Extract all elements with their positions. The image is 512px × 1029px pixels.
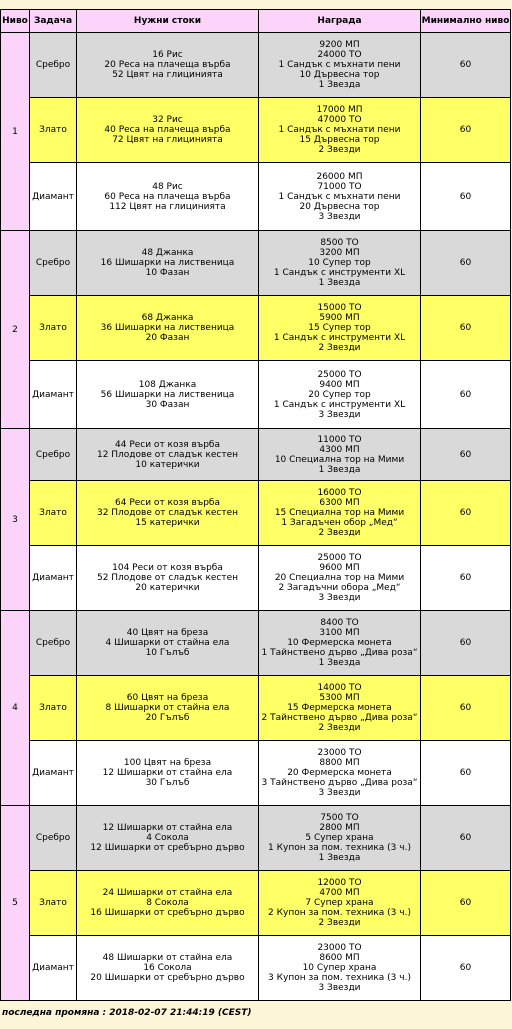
level-cell: 3 (1, 429, 30, 611)
goods-line: 24 Шишарки от стайна ела (102, 888, 233, 898)
reward-line: 7 Супер храна (305, 898, 374, 908)
reward-line: 3 Купон за пом. техника (3 ч.) (268, 973, 411, 983)
reward-line: 1 Сандък с инструменти XL (273, 333, 406, 343)
reward-line: 3 Звезди (318, 211, 361, 222)
min-level-cell: 60 (421, 361, 511, 429)
task-cell: Диамант (30, 936, 77, 1001)
header-task: Задача (30, 10, 77, 33)
goods-line: 12 Шишарки от сребърно дърво (90, 843, 245, 853)
reward-line: 2 Звезди (318, 343, 361, 353)
reward-line: 9600 МП (319, 563, 360, 573)
min-level-cell: 60 (421, 676, 511, 741)
goods-cell (77, 163, 259, 231)
reward-line: 71000 ТО (317, 181, 362, 192)
reward-line: 4300 МП (319, 444, 360, 455)
reward-line: 8500 ТО (320, 238, 359, 248)
reward-line: 2800 МП (319, 823, 360, 833)
reward-line: 5900 МП (319, 313, 360, 323)
reward-cell (259, 481, 421, 546)
min-level-cell: 60 (421, 429, 511, 481)
reward-cell (259, 296, 421, 361)
goods-line: 104 Реси от козя върба (112, 563, 223, 573)
task-cell: Злато (30, 481, 77, 546)
task-cell: Сребро (30, 611, 77, 676)
table-row (1, 741, 511, 806)
goods-line: 16 Рис (152, 50, 183, 60)
goods-line: 52 Цвят на глицинията (112, 70, 223, 80)
goods-line: 44 Реси от козя върба (115, 439, 220, 450)
goods-line: 10 Гълъб (145, 648, 190, 658)
level-cell: 1 (1, 33, 30, 231)
reward-line: 16000 ТО (317, 488, 362, 498)
reward-cell (259, 676, 421, 741)
goods-cell (77, 429, 259, 481)
goods-cell (77, 806, 259, 871)
reward-line: 3 Тайнствено дърво „Дива роза“ (261, 778, 418, 788)
reward-line: 8600 МП (319, 953, 360, 963)
reward-line: 8800 МП (319, 758, 360, 768)
table-row (1, 481, 511, 546)
quest-table (0, 9, 511, 1001)
reward-line: 20 Специална тор на Мими (274, 573, 405, 583)
goods-line: 20 катерички (135, 583, 200, 593)
goods-cell (77, 33, 259, 98)
min-level-cell: 60 (421, 871, 511, 936)
goods-line: 20 Гълъб (145, 713, 190, 723)
reward-line: 25000 ТО (317, 553, 362, 563)
reward-line: 7500 ТО (320, 813, 359, 823)
min-level-cell: 60 (421, 806, 511, 871)
task-cell: Диамант (30, 546, 77, 611)
goods-line: 12 Шишарки от стайна ела (102, 768, 233, 778)
task-cell: Сребро (30, 806, 77, 871)
reward-cell (259, 806, 421, 871)
goods-line: 20 Фазан (145, 333, 190, 343)
reward-cell (259, 231, 421, 296)
task-cell: Диамант (30, 361, 77, 429)
level-cell: 5 (1, 806, 30, 1001)
goods-line: 10 катерички (135, 459, 200, 470)
goods-cell (77, 231, 259, 296)
task-cell: Сребро (30, 429, 77, 481)
reward-line: 3100 МП (319, 628, 360, 638)
table-row (1, 871, 511, 936)
reward-line: 1 Сандък с инструменти XL (273, 268, 406, 278)
goods-line: 8 Сокола (146, 898, 189, 908)
goods-line: 4 Шишарки от стайна ела (105, 638, 230, 648)
goods-line: 108 Джанка (138, 379, 197, 390)
reward-cell (259, 546, 421, 611)
goods-cell (77, 481, 259, 546)
reward-line: 20 Супер тор (308, 389, 371, 400)
reward-line: 26000 МП (316, 171, 363, 182)
reward-line: 14000 ТО (317, 683, 362, 693)
min-level-cell: 60 (421, 33, 511, 98)
reward-line: 10 Специална тор на Мими (274, 454, 405, 465)
header-reward: Награда (259, 10, 421, 33)
goods-line: 12 Шишарки от стайна ела (102, 823, 233, 833)
reward-line: 9200 МП (319, 40, 360, 50)
min-level-cell: 60 (421, 231, 511, 296)
reward-line: 3 Звезди (318, 593, 361, 603)
reward-line: 20 Дървесна тор (299, 201, 380, 212)
reward-line: 12000 ТО (317, 878, 362, 888)
task-cell: Диамант (30, 163, 77, 231)
reward-line: 1 Звезда (318, 278, 361, 288)
reward-line: 2 Звезди (318, 723, 361, 733)
goods-line: 48 Джанка (141, 248, 194, 258)
reward-line: 5 Супер храна (305, 833, 374, 843)
goods-line: 12 Плодове от сладък кестен (96, 449, 239, 460)
reward-line: 1 Сандък с инструменти XL (273, 399, 406, 410)
table-row (1, 98, 511, 163)
task-cell: Злато (30, 296, 77, 361)
reward-line: 1 Звезда (318, 853, 361, 863)
min-level-cell: 60 (421, 163, 511, 231)
goods-cell (77, 871, 259, 936)
table-row (1, 676, 511, 741)
table-row (1, 611, 511, 676)
reward-line: 3 Звезди (318, 788, 361, 798)
min-level-cell: 60 (421, 936, 511, 1001)
goods-line: 40 Цвят на бреза (126, 628, 209, 638)
reward-line: 2 Звезди (318, 918, 361, 928)
table-row (1, 231, 511, 296)
goods-line: 68 Джанка (141, 313, 194, 323)
goods-cell (77, 676, 259, 741)
min-level-cell: 60 (421, 296, 511, 361)
goods-line: 40 Реса на плачеща върба (104, 125, 231, 135)
goods-line: 20 Реса на плачеща върба (104, 60, 231, 70)
reward-line: 2 Купон за пом. техника (3 ч.) (268, 908, 411, 918)
reward-line: 1 Купон за пом. техника (3 ч.) (268, 843, 411, 853)
reward-line: 23000 ТО (317, 748, 362, 758)
goods-line: 4 Сокола (146, 833, 189, 843)
reward-line: 1 Звезда (318, 658, 361, 668)
reward-line: 23000 ТО (317, 943, 362, 953)
header-min-level: Минимално ниво (421, 10, 511, 33)
reward-line: 1 Загадъчен обор „Мед“ (281, 518, 398, 528)
goods-line: 60 Реса на плачеща върба (104, 191, 231, 202)
reward-cell (259, 361, 421, 429)
goods-line: 10 Фазан (145, 268, 190, 278)
goods-line: 32 Плодове от сладък кестен (96, 508, 239, 518)
goods-line: 16 Шишарки от сребърно дърво (90, 908, 245, 918)
table-row (1, 429, 511, 481)
reward-line: 20 Фермерска монета (287, 768, 392, 778)
header-level: Ниво (1, 10, 30, 33)
reward-line: 2 Загадъчни обора „Мед“ (278, 583, 401, 593)
reward-line: 6300 МП (319, 498, 360, 508)
reward-line: 4700 МП (319, 888, 360, 898)
reward-cell (259, 429, 421, 481)
task-cell: Диамант (30, 741, 77, 806)
table-row (1, 33, 511, 98)
goods-line: 30 Фазан (145, 399, 190, 410)
table-row (1, 546, 511, 611)
reward-line: 1 Сандък с мъхнати пени (278, 60, 401, 70)
table-row (1, 163, 511, 231)
reward-line: 17000 МП (316, 105, 363, 115)
reward-cell (259, 741, 421, 806)
reward-line: 15 Фермерска монета (287, 703, 392, 713)
goods-line: 60 Цвят на бреза (126, 693, 209, 703)
reward-line: 1 Звезда (318, 80, 361, 90)
goods-cell (77, 361, 259, 429)
header-row (1, 10, 511, 33)
min-level-cell: 60 (421, 611, 511, 676)
goods-cell (77, 546, 259, 611)
table-row (1, 296, 511, 361)
reward-cell (259, 98, 421, 163)
reward-line: 15 Дървесна тор (299, 135, 380, 145)
goods-line: 30 Гълъб (145, 778, 190, 788)
reward-line: 1 Сандък с мъхнати пени (278, 125, 401, 135)
min-level-cell: 60 (421, 481, 511, 546)
reward-line: 15000 ТО (317, 303, 362, 313)
reward-line: 3200 МП (319, 248, 360, 258)
task-cell: Сребро (30, 231, 77, 296)
reward-line: 47000 ТО (317, 115, 362, 125)
reward-line: 1 Сандък с мъхнати пени (278, 191, 401, 202)
task-cell: Злато (30, 98, 77, 163)
level-cell: 4 (1, 611, 30, 806)
goods-line: 15 катерички (135, 518, 200, 528)
reward-line: 5300 МП (319, 693, 360, 703)
min-level-cell: 60 (421, 546, 511, 611)
reward-line: 24000 ТО (317, 50, 362, 60)
reward-cell (259, 936, 421, 1001)
goods-cell (77, 98, 259, 163)
goods-line: 32 Рис (152, 115, 183, 125)
reward-line: 2 Звезди (318, 145, 361, 155)
goods-line: 64 Реси от козя върба (115, 498, 220, 508)
reward-line: 3 Звезди (318, 983, 361, 993)
goods-line: 16 Шишарки на лиственица (100, 258, 235, 268)
reward-cell (259, 611, 421, 676)
goods-line: 36 Шишарки на лиственица (100, 323, 235, 333)
goods-cell (77, 611, 259, 676)
reward-line: 2 Тайнствено дърво „Дива роза“ (261, 713, 418, 723)
reward-line: 25000 ТО (317, 369, 362, 380)
goods-cell (77, 741, 259, 806)
goods-line: 48 Шишарки от стайна ела (102, 953, 233, 963)
reward-line: 8400 ТО (320, 618, 359, 628)
reward-cell (259, 871, 421, 936)
task-cell: Злато (30, 676, 77, 741)
goods-line: 48 Рис (152, 181, 183, 192)
level-cell: 2 (1, 231, 30, 429)
task-cell: Сребро (30, 33, 77, 98)
reward-line: 10 Супер храна (302, 963, 377, 973)
reward-line: 15 Супер тор (308, 323, 371, 333)
reward-line: 1 Тайнствено дърво „Дива роза“ (261, 648, 418, 658)
goods-line: 72 Цвят на глицинията (112, 135, 223, 145)
reward-cell (259, 163, 421, 231)
reward-line: 2 Звезди (318, 528, 361, 538)
table-row (1, 936, 511, 1001)
last-modified: последна промяна : 2018-02-07 21:44:19 (CEST) (2, 1008, 252, 1018)
table-row (1, 806, 511, 871)
min-level-cell: 60 (421, 98, 511, 163)
reward-line: 11000 ТО (317, 434, 362, 445)
reward-line: 9400 МП (319, 379, 360, 390)
reward-line: 15 Специална тор на Мими (274, 508, 405, 518)
reward-line: 10 Супер тор (308, 258, 371, 268)
task-cell: Злато (30, 871, 77, 936)
table-row (1, 361, 511, 429)
reward-line: 3 Звезди (318, 409, 361, 420)
goods-cell (77, 936, 259, 1001)
min-level-cell: 60 (421, 741, 511, 806)
goods-line: 16 Сокола (143, 963, 192, 973)
reward-line: 10 Фермерска монета (287, 638, 392, 648)
goods-line: 20 Шишарки от сребърно дърво (90, 973, 245, 983)
goods-line: 112 Цвят на глицинията (109, 201, 226, 212)
reward-cell (259, 33, 421, 98)
goods-line: 52 Плодове от сладък кестен (96, 573, 239, 583)
reward-line: 10 Дървесна тор (299, 70, 380, 80)
goods-line: 56 Шишарки на лиственица (100, 389, 235, 400)
goods-line: 100 Цвят на бреза (123, 758, 212, 768)
goods-cell (77, 296, 259, 361)
header-goods: Нужни стоки (77, 10, 259, 33)
reward-line: 1 Звезда (318, 464, 361, 475)
goods-line: 8 Шишарки от стайна ела (105, 703, 230, 713)
